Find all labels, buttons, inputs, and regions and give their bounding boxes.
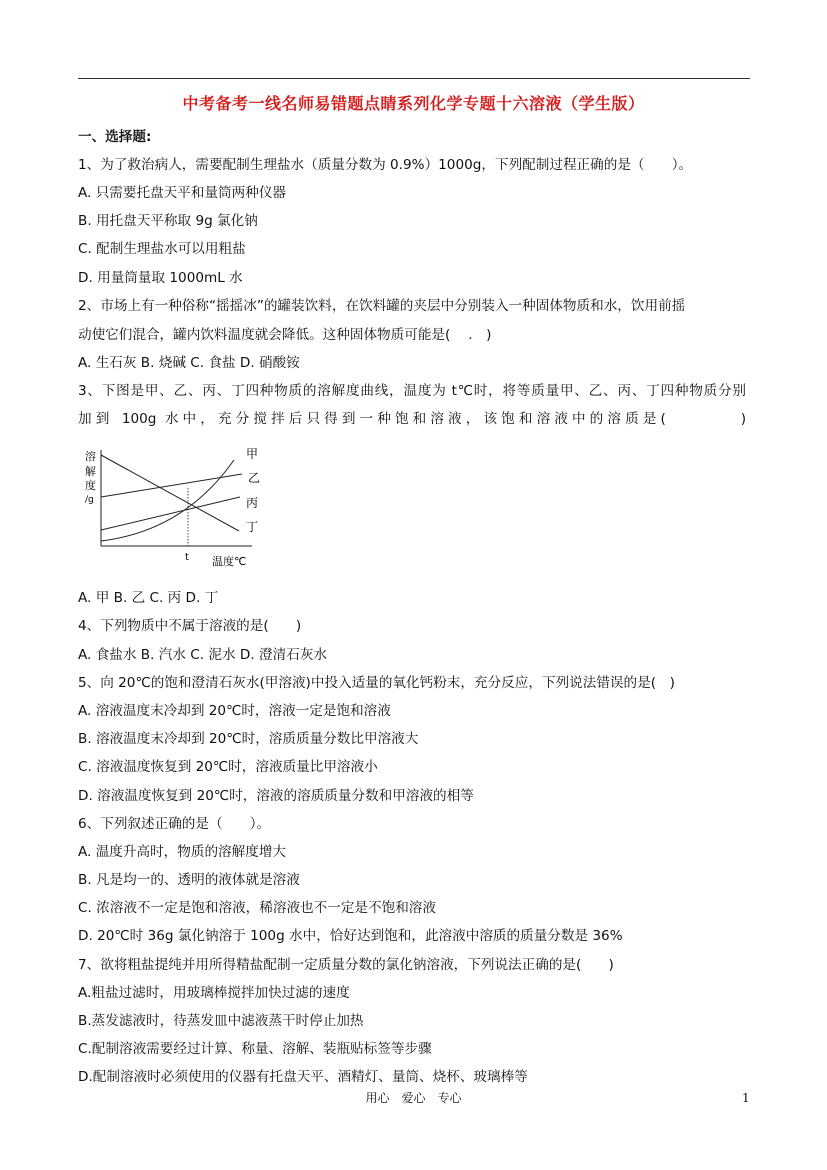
q5-option-c: C. 溶液温度恢复到 20℃时，溶液质量比甲溶液小 <box>78 759 378 775</box>
ylabel-unit: /g <box>85 495 94 505</box>
page-number: 1 <box>742 1091 750 1105</box>
solubility-graph <box>84 446 274 574</box>
tick-t: t <box>185 552 189 563</box>
label-bing: 丙 <box>246 496 259 510</box>
label-yi: 乙 <box>248 471 261 485</box>
question-6: 6、下列叙述正确的是（ ）。 <box>78 816 271 832</box>
q5-option-d: D. 溶液温度恢复到 20℃时，溶液的溶质质量分数和甲溶液的相等 <box>78 788 474 804</box>
q5-option-a: A. 溶液温度末冷却到 20℃时，溶液一定是饱和溶液 <box>78 703 391 719</box>
ylabel-char-3: 度 <box>85 479 96 492</box>
question-3-line-2: 加到 100g 水中，充分搅拌后只得到一种饱和溶液，该饱和溶液中的溶质是( ) <box>78 411 746 427</box>
section-heading: 一、选择题: <box>78 129 152 145</box>
q1-option-b: B. 用托盘天平称取 9g 氯化钠 <box>78 213 258 229</box>
q6-option-a: A. 温度升高时，物质的溶解度增大 <box>78 844 287 860</box>
ylabel-char-1: 溶 <box>85 450 96 463</box>
q1-option-d: D. 用量筒量取 1000mL 水 <box>78 270 243 286</box>
q7-option-c: C.配制溶液需要经过计算、称量、溶解、装瓶贴标签等步骤 <box>78 1041 432 1057</box>
ylabel-char-2: 解 <box>85 465 96 478</box>
curve-bing <box>101 497 240 530</box>
x-axis-label: 温度℃ <box>212 555 247 568</box>
question-2-line-1: 2、市场上有一种俗称“摇摇冰”的罐装饮料，在饮料罐的夹层中分别装入一种固体物质和水，饮用前摇 <box>78 298 686 314</box>
q6-option-c: C. 浓溶液不一定是饱和溶液，稀溶液也不一定是不饱和溶液 <box>78 900 436 916</box>
q1-option-c: C. 配制生理盐水可以用粗盐 <box>78 241 246 257</box>
q6-option-b: B. 凡是均一的、透明的液体就是溶液 <box>78 872 300 888</box>
footer-slogan: 用心 爱心 专心 <box>365 1091 462 1105</box>
q1-option-a: A. 只需要托盘天平和量筒两种仪器 <box>78 185 287 201</box>
question-3-line-1: 3、下图是甲、乙、丙、丁四种物质的溶解度曲线，温度为 t℃时，将等质量甲、乙、丙、丁四种物质分别 <box>78 383 746 399</box>
q6-option-d: D. 20℃时 36g 氯化钠溶于 100g 水中，恰好达到饱和，此溶液中溶质的质量分数是 36% <box>78 928 623 944</box>
q3-options: A. 甲 B. 乙 C. 丙 D. 丁 <box>78 590 219 606</box>
curve-jia <box>101 460 234 541</box>
q5-option-b: B. 溶液温度末冷却到 20℃时，溶质质量分数比甲溶液大 <box>78 731 419 747</box>
label-jia: 甲 <box>246 447 259 461</box>
question-5: 5、向 20℃的饱和澄清石灰水(甲溶液)中投入适量的氧化钙粉末，充分反应，下列说法错误的是( ) <box>78 675 675 691</box>
label-ding: 丁 <box>246 520 259 534</box>
header-rule <box>78 78 750 79</box>
question-1: 1、为了救治病人，需要配制生理盐水（质量分数为 0.9%）1000g，下列配制过程正确的是（ ）。 <box>78 157 693 173</box>
q7-option-a: A.粗盐过滤时，用玻璃棒搅拌加快过滤的速度 <box>78 985 350 1001</box>
question-7: 7、欲将粗盐提纯并用所得精盐配制一定质量分数的氯化钠溶液，下列说法正确的是( ) <box>78 957 614 973</box>
q7-option-d: D.配制溶液时必须使用的仪器有托盘天平、酒精灯、量筒、烧杯、玻璃棒等 <box>78 1069 528 1085</box>
q2-options: A. 生石灰 B. 烧碱 C. 食盐 D. 硝酸铵 <box>78 355 300 371</box>
question-4: 4、下列物质中不属于溶液的是( ) <box>78 618 302 634</box>
page-title: 中考备考一线名师易错题点睛系列化学专题十六溶液（学生版） <box>182 94 645 113</box>
question-2-line-2: 动使它们混合，罐内饮料温度就会降低。这种固体物质可能是( . ) <box>78 327 492 343</box>
q7-option-b: B.蒸发滤液时，待蒸发皿中滤液蒸干时停止加热 <box>78 1013 364 1029</box>
q4-options: A. 食盐水 B. 汽水 C. 泥水 D. 澄清石灰水 <box>78 647 328 663</box>
